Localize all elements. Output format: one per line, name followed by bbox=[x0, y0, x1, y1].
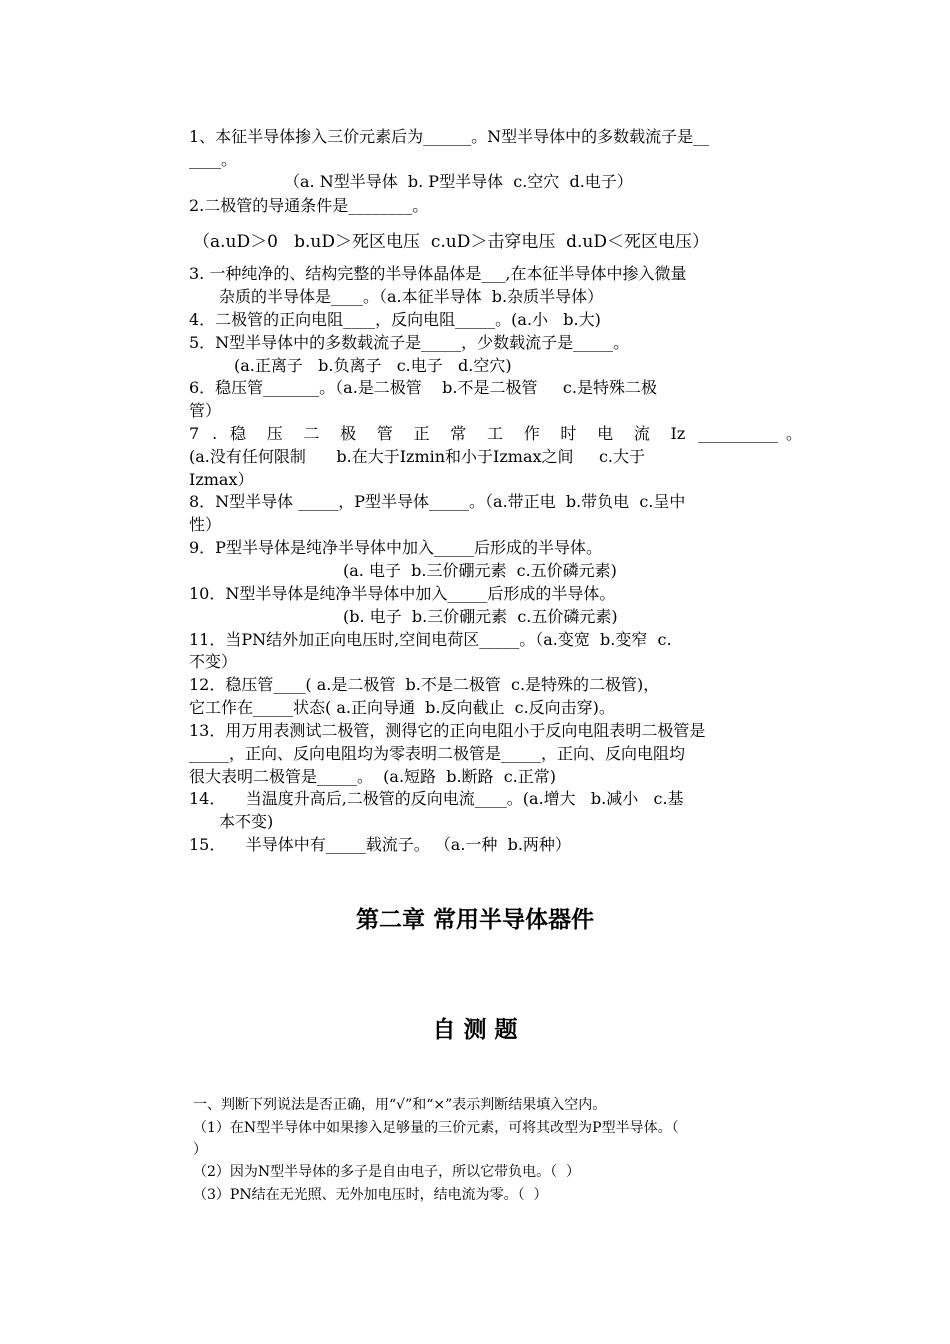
judgement-instruction: 一、判断下列说法是否正确，用“√”和“×”表示判断结果填入空内。 bbox=[193, 1097, 607, 1113]
q12-line1: 12．稳压管____( a.是二极管 b.不是二极管 c.是特殊的二极管)， bbox=[189, 675, 660, 694]
q12-line2: 它工作在_____状态( a.正向导通 b.反向截止 c.反向击穿)。 bbox=[189, 698, 615, 717]
q13-line1: 13．用万用表测试二极管，测得它的正向电阻小于反向电阻表明二极管是 bbox=[189, 721, 706, 740]
q9-options: (a. 电子 b.三价硼元素 c.五价磷元素) bbox=[343, 561, 617, 580]
q1-line1: 1、本征半导体掺入三价元素后为______。N型半导体中的多数载流子是__ bbox=[189, 127, 710, 146]
q1-line2: ____。 bbox=[189, 150, 238, 169]
q8-line1: 8．N型半导体 _____，P型半导体_____。（a.带正电 b.带负电 c.呈中 bbox=[189, 492, 686, 511]
q7-line2: (a.没有任何限制 b.在大于Izmin和小于Izmax之间 c.大于 bbox=[189, 447, 646, 466]
q14-line1: 14． 当温度升高后,二极管的反向电流____。(a.增大 b.减小 c.基 bbox=[189, 789, 684, 808]
q11-line1: 11．当PN结外加正向电压时,空间电荷区_____。（a.变宽 b.变窄 c. bbox=[189, 630, 672, 649]
q7-line1: 7 . 稳 压 二 极 管 正 常 工 作 时 电 流 Iz __________。 bbox=[189, 424, 802, 443]
q15-line1: 15． 半导体中有_____载流子。 （a.一种 b.两种） bbox=[189, 835, 571, 854]
q3-line1: 3. 一种纯净的、结构完整的半导体晶体是___,在本征半导体中掺入微量 bbox=[189, 264, 687, 283]
q8-line2: 性） bbox=[189, 515, 222, 534]
q6-line2: 管） bbox=[189, 401, 222, 420]
q10-line1: 10．N型半导体是纯净半导体中加入_____后形成的半导体。 bbox=[189, 584, 616, 603]
q2-options: （a.uD＞0 b.uD＞死区电压 c.uD＞击穿电压 d.uD＜死区电压） bbox=[193, 232, 709, 252]
q3-line2: 杂质的半导体是____。（a.本征半导体 b.杂质半导体） bbox=[219, 287, 604, 306]
q9-line1: 9．P型半导体是纯净半导体中加入_____后形成的半导体。 bbox=[189, 538, 602, 557]
q10-options: (b. 电子 b.三价硼元素 c.五价磷元素) bbox=[343, 607, 618, 626]
self-test-heading: 自 测 题 bbox=[432, 1017, 518, 1043]
q5-line1: 5．N型半导体中的多数载流子是_____，少数载流子是_____。 bbox=[189, 333, 630, 352]
judgement-item-3: （3）PN结在无光照、无外加电压时，结电流为零。（ ） bbox=[193, 1187, 548, 1203]
q7-line3: Izmax） bbox=[189, 470, 254, 489]
q13-line2: _____，正向、反向电阻均为零表明二极管是_____，正向、反向电阻均 bbox=[189, 744, 686, 763]
q2-line1: 2.二极管的导通条件是________。 bbox=[189, 196, 429, 215]
q6-line1: 6．稳压管_______。（a.是二极管 b.不是二极管 c.是特殊二极 bbox=[189, 378, 657, 397]
q1-options: （a. N型半导体 b. P型半导体 c.空穴 d.电子） bbox=[284, 172, 633, 191]
judgement-item-1-line2: ） bbox=[193, 1142, 207, 1158]
judgement-item-1-line1: （1）在N型半导体中如果掺入足够量的三价元素，可将其改型为P型半导体。（ bbox=[193, 1120, 679, 1136]
q13-line3: 很大表明二极管是_____。 (a.短路 b.断路 c.正常) bbox=[189, 767, 557, 786]
judgement-item-2: （2）因为N型半导体的多子是自由电子，所以它带负电。（ ） bbox=[193, 1164, 581, 1180]
chapter2-title: 第二章 常用半导体器件 bbox=[355, 907, 594, 933]
q4-line1: 4．二极管的正向电阻____，反向电阻_____。(a.小 b.大) bbox=[189, 310, 601, 329]
q5-options: (a.正离子 b.负离子 c.电子 d.空穴) bbox=[234, 356, 512, 375]
q14-line2: 本不变) bbox=[219, 812, 274, 831]
q11-line2: 不变） bbox=[189, 652, 238, 671]
